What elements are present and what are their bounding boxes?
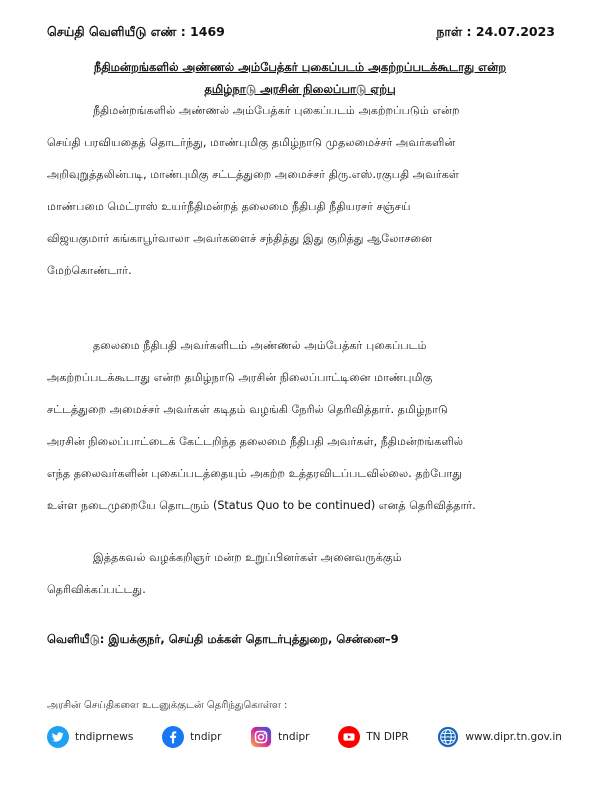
document-header <box>47 24 555 41</box>
facebook-icon <box>162 726 184 748</box>
twitter-link[interactable] <box>47 726 133 748</box>
paragraph-line: நீதிமன்றங்களில் அண்ணல் அம்பேத்கர் புகைப்படம் அகற்றப்படும் என்ற <box>93 104 460 117</box>
paragraph-line: மாண்பமை மெட்ராஸ் உயர்நீதிமன்றத் தலைமை நீதிபதி நீதியரசர் சஞ்சய் <box>47 200 411 213</box>
paragraph-line: விஜயகுமார் கங்காபூர்வாலா அவர்களைச் சந்தித்து இது குறித்து ஆலோசனை <box>47 232 432 245</box>
paragraph-1 <box>47 95 555 287</box>
instagram-link[interactable] <box>250 726 309 748</box>
follow-prompt: அரசின் செய்திகளை உடனுக்குடன் தெரிந்துகொள்ள : <box>47 700 288 711</box>
paragraph-3 <box>47 542 555 606</box>
title-line-2: தமிழ்நாடு அரசின் நிலைப்பாடு ஏற்பு <box>204 82 396 96</box>
twitter-handle: tndiprnews <box>75 731 134 743</box>
paragraph-2 <box>47 330 555 522</box>
social-links <box>47 726 562 748</box>
release-by: வெளியீடு: இயக்குநர், செய்தி மக்கள் தொடர்புத்துறை, சென்னை–9 <box>47 632 399 646</box>
paragraph-line: தலைமை நீதிபதி அவர்களிடம் அண்ணல் அம்பேத்கர் புகைப்படம் <box>93 339 427 352</box>
paragraph-line: மேற்கொண்டார். <box>47 264 132 277</box>
facebook-handle: tndipr <box>190 731 222 743</box>
youtube-link[interactable] <box>338 726 408 748</box>
website-link[interactable] <box>437 726 562 748</box>
youtube-icon <box>338 726 360 748</box>
release-number: செய்தி வெளியீடு எண் : 1469 <box>47 24 225 39</box>
paragraph-line: இத்தகவல் வழக்கறிஞர் மன்ற உறுப்பினர்கள் அனைவருக்கும் <box>93 551 402 564</box>
paragraph-line: செய்தி பரவியதைத் தொடர்ந்து, மாண்புமிகு தமிழ்நாடு முதலமைச்சர் அவர்களின் <box>47 136 456 149</box>
paragraph-line: அரசின் நிலைப்பாட்டைக் கேட்டறிந்த தலைமை நீதிபதி அவர்கள், நீதிமன்றங்களில் <box>47 435 464 448</box>
title-line-1: நீதிமன்றங்களில் அண்ணல் அம்பேத்கர் புகைப்படம் அகற்றப்படக்கூடாது என்ற <box>93 60 507 74</box>
instagram-handle: tndipr <box>278 731 310 743</box>
release-date: நாள் : 24.07.2023 <box>436 24 555 39</box>
paragraph-line: அகற்றப்படக்கூடாது என்ற தமிழ்நாடு அரசின் நிலைப்பாட்டினை மாண்புமிகு <box>47 371 433 384</box>
website-url: www.dipr.tn.gov.in <box>465 731 562 743</box>
paragraph-line: தெரிவிக்கப்பட்டது. <box>47 583 146 596</box>
youtube-channel: TN DIPR <box>366 731 409 743</box>
facebook-link[interactable] <box>162 726 221 748</box>
globe-icon <box>437 726 459 748</box>
paragraph-line: உள்ள நடைமுறையே தொடரும் (Status Quo to be continued) எனத் தெரிவித்தார். <box>47 499 476 512</box>
instagram-icon <box>250 726 272 748</box>
paragraph-line: சட்டத்துறை அமைச்சர் அவர்கள் கடிதம் வழங்கி நேரில் தெரிவித்தார். தமிழ்நாடு <box>47 403 448 416</box>
twitter-icon <box>47 726 69 748</box>
document-title <box>36 56 564 100</box>
paragraph-line: எந்த தலைவர்களின் புகைப்படத்தையும் அகற்ற உத்தரவிடப்படவில்லை. தற்போது <box>47 467 463 480</box>
paragraph-line: அறிவுறுத்தலின்படி, மாண்புமிகு சட்டத்துறை அமைச்சர் திரு.எஸ்.ரகுபதி அவர்கள் <box>47 168 460 181</box>
